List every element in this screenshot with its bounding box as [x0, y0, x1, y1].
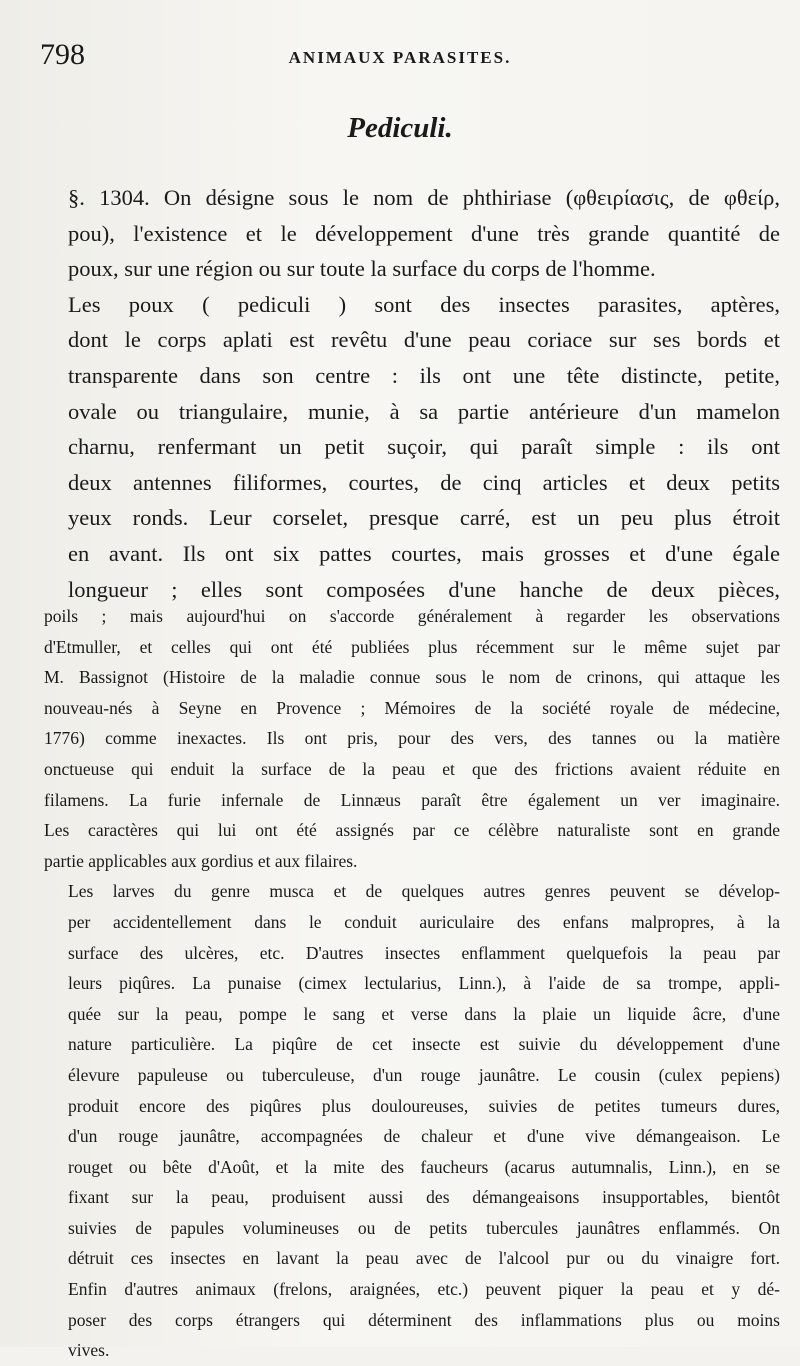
- note-line: suivies de papules volumineuses ou de petits tubercules jaunâtres enflammés. On: [68, 1217, 780, 1238]
- note-line: surface des ulcères, etc. D'autres insectes enflamment quelquefois la peau par: [68, 942, 780, 963]
- text-line: charnu, renfermant un petit suçoir, qui paraît simple : ils ont: [68, 434, 780, 460]
- paragraph-poux: [44, 287, 780, 607]
- footnote-insects: [44, 876, 780, 1366]
- note-line: nature particulière. La piqûre de cet insecte est suivie du développement d'une: [68, 1034, 780, 1055]
- note-line: Les larves du genre musca et de quelques autres genres peuvent se dévelop-: [68, 881, 780, 902]
- note-line: d'un rouge jaunâtre, accompagnées de chaleur et d'une vive démangeaison. Le: [68, 1126, 780, 1147]
- text-line: Les poux ( pediculi ) sont des insectes parasites, aptères,: [68, 291, 780, 317]
- note-line: d'Etmuller, et celles qui ont été publiées plus récemment sur le même sujet par: [44, 636, 780, 657]
- footnote-continuation: [44, 601, 780, 876]
- text-line: §. 1304. On désigne sous le nom de phthiriase (φθειρίασις, de φθείρ,: [68, 185, 780, 210]
- note-line: fixant sur la peau, produisent aussi des démangeaisons insupportables, bientôt: [68, 1187, 780, 1208]
- note-line: per accidentellement dans le conduit auriculaire des enfans malpropres, à la: [68, 911, 780, 932]
- note-line: poser des corps étrangers qui déterminent des inflammations plus ou moins: [68, 1309, 780, 1330]
- note-line: partie applicables aux gordius et aux filaires.: [44, 850, 358, 871]
- page-number: 798: [40, 38, 85, 71]
- note-line: élevure papuleuse ou tuberculeuse, d'un rouge jaunâtre. Le cousin (culex pepiens): [68, 1064, 780, 1085]
- note-line: détruit ces insectes en lavant la peau avec de l'alcool pur ou du vinaigre fort.: [68, 1248, 780, 1269]
- text-line: longueur ; elles sont composées d'une hanche de deux pièces,: [68, 576, 780, 602]
- note-line: nouveau-nés à Seyne en Provence ; Mémoires de la société royale de médecine,: [44, 697, 780, 718]
- note-line: 1776) comme inexactes. Ils ont pris, pour des vers, des tannes ou la matière: [44, 728, 780, 749]
- text-line: dont le corps aplati est revêtu d'une peau coriace sur ses bords et: [68, 327, 780, 353]
- footnote-block: [44, 601, 780, 1366]
- note-line: Les caractères qui lui ont été assignés par ce célèbre naturaliste sont en grande: [44, 820, 780, 841]
- running-title: ANIMAUX PARASITES.: [288, 48, 512, 67]
- text-line: deux antennes filiformes, courtes, de cinq articles et deux petits: [68, 469, 780, 495]
- page-header: [40, 38, 760, 78]
- note-line: rouget ou bête d'Août, et la mite des faucheurs (acarus autumnalis, Linn.), en se: [68, 1156, 780, 1177]
- text-line: en avant. Ils ont six pattes courtes, mais grosses et d'une égale: [68, 540, 780, 566]
- paragraph-phthiriase: [44, 180, 780, 287]
- section-title: Pediculi.: [347, 112, 453, 144]
- note-line: Enfin d'autres animaux (frelons, araignées, etc.) peuvent piquer la peau et y dé-: [68, 1279, 780, 1300]
- text-line: ovale ou triangulaire, munie, à sa partie antérieure d'un mamelon: [68, 398, 780, 424]
- note-line: M. Bassignot (Histoire de la maladie connue sous le nom de crinons, qui attaque les: [44, 667, 780, 688]
- note-line: onctueuse qui enduit la surface de la peau et que des frictions avaient réduite en: [44, 758, 780, 779]
- note-line: produit encore des piqûres plus douloureuses, suivies de petites tumeurs dures,: [68, 1095, 780, 1116]
- main-text: [44, 180, 780, 607]
- note-line: poils ; mais aujourd'hui on s'accorde généralement à regarder les observations: [44, 606, 780, 626]
- note-line: vives.: [68, 1340, 110, 1361]
- note-line: filamens. La furie infernale de Linnæus paraît être également un ver imaginaire.: [44, 789, 780, 810]
- note-line: quée sur la peau, pompe le sang et verse dans la plaie un liquide âcre, d'une: [68, 1003, 780, 1024]
- text-line: pou), l'existence et le développement d'une très grande quantité de: [68, 220, 780, 246]
- text-line: poux, sur une région ou sur toute la surface du corps de l'homme.: [68, 256, 656, 282]
- text-line: transparente dans son centre : ils ont une tête distincte, petite,: [68, 362, 780, 388]
- text-line: yeux ronds. Leur corselet, presque carré, est un peu plus étroit: [68, 505, 780, 531]
- note-line: leurs piqûres. La punaise (cimex lectularius, Linn.), à l'aide de sa trompe, appli-: [68, 973, 780, 994]
